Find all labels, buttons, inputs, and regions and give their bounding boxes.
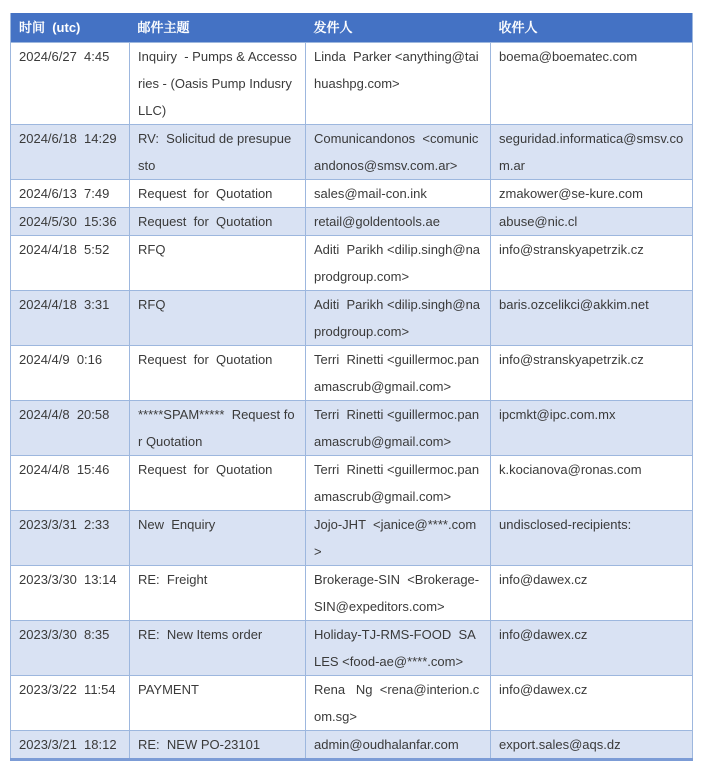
cell-recipient: undisclosed-recipients: [491,511,693,566]
cell-time: 2024/6/13 7:49 [11,180,130,208]
cell-recipient: info@dawex.cz [491,676,693,731]
cell-sender: Brokerage-SIN <Brokerage-SIN@expeditors.com> [306,566,491,621]
column-header-sender: 发件人 [306,13,491,43]
header-row [11,13,693,43]
cell-time: 2024/6/27 4:45 [11,43,130,125]
cell-sender: Terri Rinetti <guillermoc.panamascrub@gmail.com> [306,401,491,456]
table-row [11,125,693,180]
column-header-recipient: 收件人 [491,13,693,43]
cell-time: 2023/3/21 18:12 [11,731,130,760]
cell-sender: Terri Rinetti <guillermoc.panamascrub@gmail.com> [306,456,491,511]
table-row [11,621,693,676]
table-row [11,676,693,731]
table-row [11,456,693,511]
cell-recipient: zmakower@se-kure.com [491,180,693,208]
cell-subject: Request for Quotation [130,208,306,236]
cell-subject: RE: Freight [130,566,306,621]
cell-recipient: boema@boematec.com [491,43,693,125]
cell-time: 2023/3/31 2:33 [11,511,130,566]
table-row [11,208,693,236]
cell-subject: Request for Quotation [130,180,306,208]
cell-sender: Linda Parker <anything@taihuashpg.com> [306,43,491,125]
cell-sender: Aditi Parikh <dilip.singh@naprodgroup.com> [306,291,491,346]
cell-subject: Request for Quotation [130,346,306,401]
cell-subject: RV: Solicitud de presupuesto [130,125,306,180]
cell-sender: admin@oudhalanfar.com [306,731,491,760]
column-header-time: 时间 (utc) [11,13,130,43]
cell-recipient: abuse@nic.cl [491,208,693,236]
cell-time: 2023/3/30 8:35 [11,621,130,676]
cell-subject: RFQ [130,291,306,346]
cell-subject: PAYMENT [130,676,306,731]
cell-sender: Aditi Parikh <dilip.singh@naprodgroup.com> [306,236,491,291]
cell-subject: *****SPAM***** Request for Quotation [130,401,306,456]
mail-log-table-container [10,13,692,761]
mail-log-table [10,13,693,761]
cell-time: 2024/4/9 0:16 [11,346,130,401]
cell-subject: RE: New Items order [130,621,306,676]
cell-recipient: info@dawex.cz [491,621,693,676]
cell-subject: Request for Quotation [130,456,306,511]
table-row [11,236,693,291]
cell-time: 2023/3/30 13:14 [11,566,130,621]
cell-subject: Inquiry - Pumps & Accessories - (Oasis Pump Indusry LLC) [130,43,306,125]
cell-recipient: ipcmkt@ipc.com.mx [491,401,693,456]
cell-time: 2024/4/8 15:46 [11,456,130,511]
cell-time: 2024/5/30 15:36 [11,208,130,236]
table-row [11,566,693,621]
cell-sender: Comunicandonos <comunicandonos@smsv.com.ar> [306,125,491,180]
table-header [11,13,693,43]
cell-sender: Terri Rinetti <guillermoc.panamascrub@gmail.com> [306,346,491,401]
cell-subject: New Enquiry [130,511,306,566]
cell-sender: retail@goldentools.ae [306,208,491,236]
cell-recipient: info@stranskyapetrzik.cz [491,346,693,401]
cell-recipient: k.kocianova@ronas.com [491,456,693,511]
table-row [11,346,693,401]
cell-recipient: info@dawex.cz [491,566,693,621]
cell-sender: sales@mail-con.ink [306,180,491,208]
cell-time: 2023/3/22 11:54 [11,676,130,731]
cell-sender: Rena Ng <rena@interion.com.sg> [306,676,491,731]
column-header-subject: 邮件主题 [130,13,306,43]
cell-time: 2024/4/8 20:58 [11,401,130,456]
cell-subject: RFQ [130,236,306,291]
table-row [11,401,693,456]
table-row [11,43,693,125]
cell-time: 2024/4/18 5:52 [11,236,130,291]
table-row [11,291,693,346]
cell-time: 2024/6/18 14:29 [11,125,130,180]
cell-recipient: baris.ozcelikci@akkim.net [491,291,693,346]
cell-recipient: export.sales@aqs.dz [491,731,693,760]
cell-subject: RE: NEW PO-23101 [130,731,306,760]
table-row [11,731,693,760]
table-body [11,43,693,760]
cell-recipient: info@stranskyapetrzik.cz [491,236,693,291]
cell-sender: Holiday-TJ-RMS-FOOD SALES <food-ae@****.com> [306,621,491,676]
cell-sender: Jojo-JHT <janice@****.com> [306,511,491,566]
cell-recipient: seguridad.informatica@smsv.com.ar [491,125,693,180]
table-row [11,180,693,208]
table-row [11,511,693,566]
cell-time: 2024/4/18 3:31 [11,291,130,346]
